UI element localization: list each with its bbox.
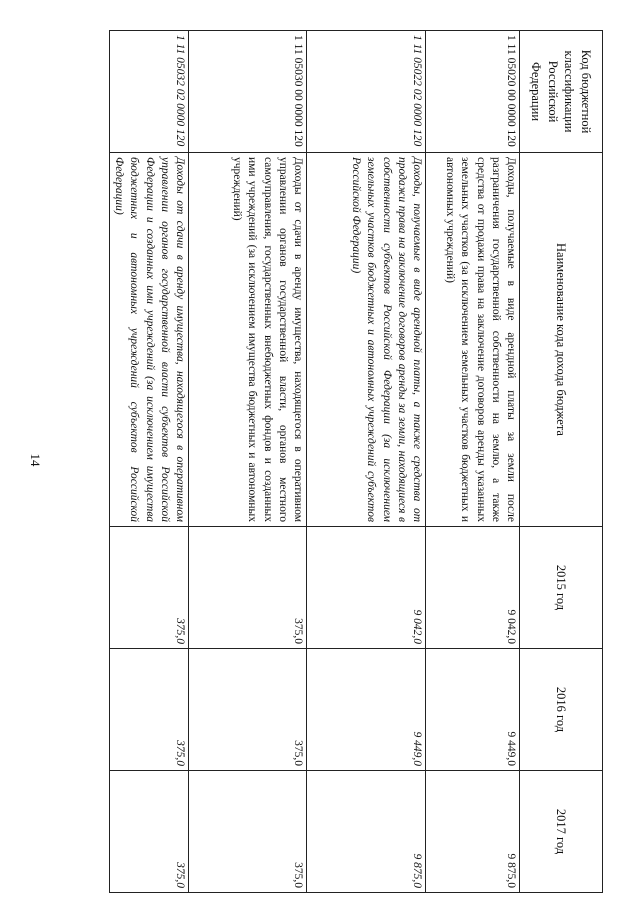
table-row <box>426 31 520 893</box>
row-value-2015: 9 042,0 <box>307 527 426 649</box>
header-name: Наименование кода дохода бюджета <box>520 153 603 527</box>
row-value-2017: 375,0 <box>110 771 189 893</box>
rotated-page <box>113 30 603 892</box>
table-row <box>110 31 189 893</box>
row-value-2017: 375,0 <box>189 771 307 893</box>
row-value-2016: 9 449,0 <box>307 649 426 771</box>
header-code: Код бюджетной классификации Российской Федерации <box>520 31 603 153</box>
row-name: Доходы, получаемые в виде арендной платы, а также средства от продажи права на заключение договоров аренды за земли, находящиеся в собственности субъектов Российской Федерации (за исключением земельных участков бюджетных и автономных учреждений субъектов Российской Федерации) <box>307 153 426 527</box>
header-year-2017: 2017 год <box>520 771 603 893</box>
table-header-row <box>520 31 603 893</box>
row-name: Доходы, получаемые в виде арендной платы за земли после разграничения государственной собственности на землю, а также средства от продажи права на заключение договоров аренды указанных земельных участков (за исключением земельных участков бюджетных и автономных учреждений) <box>426 153 520 527</box>
row-code: 1 11 05020 00 0000 120 <box>426 31 520 153</box>
page-number: 14 <box>28 453 43 467</box>
row-code: 1 11 05022 02 0000 120 <box>307 31 426 153</box>
row-value-2016: 9 449,0 <box>426 649 520 771</box>
table-row <box>307 31 426 893</box>
row-value-2016: 375,0 <box>189 649 307 771</box>
budget-revenue-table <box>109 30 603 893</box>
row-value-2015: 375,0 <box>189 527 307 649</box>
row-name: Доходы от сдачи в аренду имущества, находящегося в оперативном управлении органов государственной власти, органов местного самоуправления, государственных внебюджетных фондов и созданных ими учреждений (за исключением имущества бюджетных и автономных учреждений) <box>189 153 307 527</box>
header-year-2015: 2015 год <box>520 527 603 649</box>
table-row <box>189 31 307 893</box>
row-value-2017: 9 875,0 <box>307 771 426 893</box>
row-value-2016: 375,0 <box>110 649 189 771</box>
row-name: Доходы от сдачи в аренду имущества, находящегося в оперативном управлении органов государственной власти субъектов Российской Федерации и созданных ими учреждений (за исключением имущества бюджетных и автономных учреждений субъектов Российской Федерации) <box>110 153 189 527</box>
row-code: 1 11 05032 02 0000 120 <box>110 31 189 153</box>
row-value-2015: 375,0 <box>110 527 189 649</box>
header-year-2016: 2016 год <box>520 649 603 771</box>
row-value-2017: 9 875,0 <box>426 771 520 893</box>
row-value-2015: 9 042,0 <box>426 527 520 649</box>
row-code: 1 11 05030 00 0000 120 <box>189 31 307 153</box>
